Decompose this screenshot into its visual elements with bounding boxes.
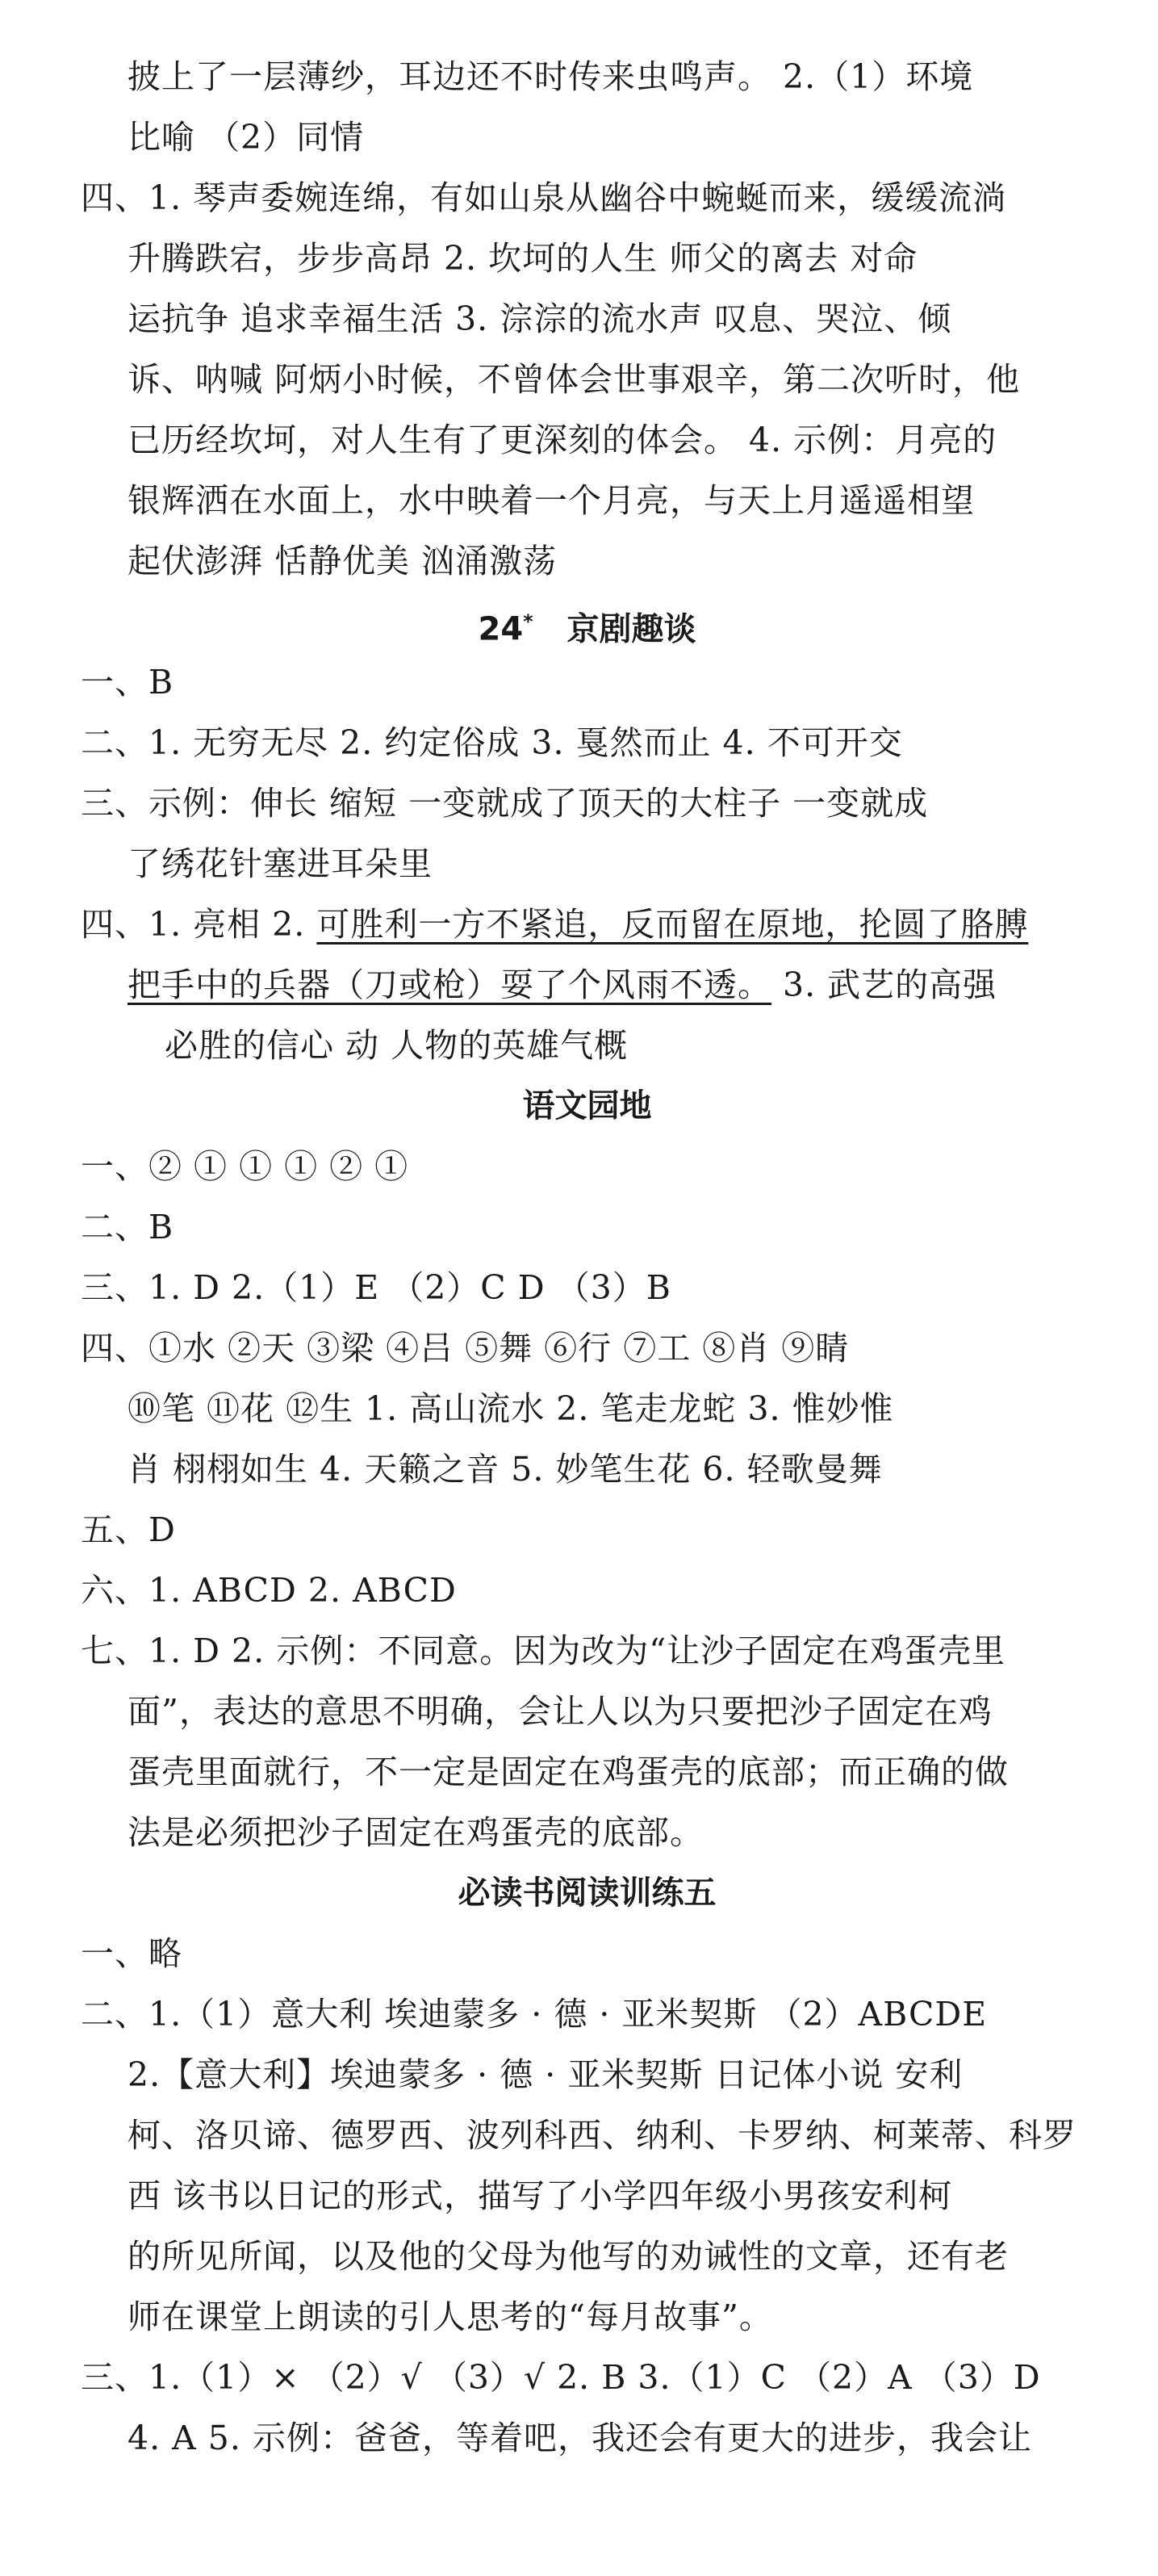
- answer-suffix: 3. 武艺的高强: [771, 965, 997, 1004]
- text-line: 升腾跌宕，步步高昂 2. 坎坷的人生 师父的离去 对命: [128, 239, 918, 278]
- text-line: 面”，表达的意思不明确，会让人以为只要把沙子固定在鸡: [128, 1692, 993, 1731]
- text-line: 运抗争 追求幸福生活 3. 淙淙的流水声 叹息、哭泣、倾: [128, 299, 952, 338]
- text-line: 披上了一层薄纱，耳边还不时传来虫鸣声。 2.（1）环境: [128, 57, 974, 96]
- underlined-answer: 把手中的兵器（刀或枪）耍了个风雨不透。: [128, 965, 771, 1004]
- text-line: 的所见所闻，以及他的父母为他写的劝诫性的文章，还有老: [128, 2237, 1009, 2276]
- text-line: 五、D: [81, 1510, 176, 1549]
- text-line: 已历经坎坷，对人生有了更深刻的体会。 4. 示例：月亮的: [128, 421, 997, 459]
- text-line: 蛋壳里面就行，不一定是固定在鸡蛋壳的底部；而正确的做: [128, 1753, 1009, 1791]
- text-line: 4. A 5. 示例：爸爸，等着吧，我还会有更大的进步，我会让: [128, 2419, 1032, 2457]
- section-title: 京剧趣谈: [566, 610, 696, 648]
- underlined-answer: 可胜利一方不紧追，反而留在原地，抡圆了胳膊: [316, 905, 1029, 944]
- text-line: [81, 894, 1093, 955]
- text-line: 四、1. 琴声委婉连绵，有如山泉从幽谷中蜿蜒而来，缓缓流淌: [81, 178, 1007, 217]
- text-line: 一、B: [81, 663, 174, 702]
- text-line: 师在课堂上朗读的引人思考的“每月故事”。: [128, 2297, 773, 2336]
- text-line: 三、示例：伸长 缩短 一变就成了顶天的大柱子 一变就成: [81, 784, 929, 823]
- section-heading-reading: 必读书阅读训练五: [458, 1874, 717, 1912]
- text-line: 必胜的信心 动 人物的英雄气概: [165, 1026, 629, 1065]
- text-line: 诉、呐喊 阿炳小时候，不曾体会世事艰辛，第二次听时，他: [128, 360, 1021, 399]
- text-line: 比喻 （2）同情: [128, 118, 365, 157]
- text-line: 柯、洛贝谛、德罗西、波列科西、纳利、卡罗纳、柯莱蒂、科罗: [128, 2116, 1076, 2155]
- text-line: 起伏澎湃 恬静优美 汹涌激荡: [128, 542, 558, 580]
- text-line: 二、1. 无穷无尽 2. 约定俗成 3. 戛然而止 4. 不可开交: [81, 723, 903, 762]
- text-line: 二、1.（1）意大利 埃迪蒙多 · 德 · 亚米契斯 （2）ABCDE: [81, 1995, 988, 2034]
- text-line: 七、1. D 2. 示例：不同意。因为改为“让沙子固定在鸡蛋壳里: [81, 1631, 1006, 1670]
- answer-prefix: 四、1. 亮相 2.: [81, 905, 317, 944]
- text-line: 二、B: [81, 1208, 174, 1246]
- section-number: 24: [478, 610, 524, 648]
- text-line: 六、1. ABCD 2. ABCD: [81, 1571, 457, 1610]
- text-line: 四、①水 ②天 ③梁 ④吕 ⑤舞 ⑥行 ⑦工 ⑧肖 ⑨睛: [81, 1329, 850, 1368]
- text-line: 三、1. D 2.（1）E （2）C D （3）B: [81, 1268, 671, 1307]
- section-heading-yuwen: 语文园地: [522, 1087, 652, 1125]
- text-line: 三、1.（1）× （2）√ （3）√ 2. B 3.（1）C （2）A （3）D: [81, 2358, 1041, 2397]
- text-line: 法是必须把沙子固定在鸡蛋壳的底部。: [128, 1813, 704, 1852]
- text-line: ⑩笔 ⑪花 ⑫生 1. 高山流水 2. 笔走龙蛇 3. 惟妙惟: [128, 1389, 894, 1428]
- text-line: 一、② ① ① ① ② ①: [81, 1147, 409, 1186]
- optional-mark: *: [523, 610, 533, 633]
- text-line: [81, 955, 1093, 1016]
- text-line: 了绣花针塞进耳朵里: [128, 844, 433, 883]
- text-line: 2.【意大利】埃迪蒙多 · 德 · 亚米契斯 日记体小说 安利: [128, 2055, 964, 2094]
- text-line: 西 该书以日记的形式，描写了小学四年级小男孩安利柯: [128, 2176, 953, 2215]
- text-line: 肖 栩栩如生 4. 天籁之音 5. 妙笔生花 6. 轻歌曼舞: [128, 1450, 883, 1489]
- text-line: 一、略: [81, 1934, 182, 1973]
- section-heading-24: [81, 592, 1093, 652]
- text-line: 银辉洒在水面上，水中映着一个月亮，与天上月遥遥相望: [128, 481, 975, 520]
